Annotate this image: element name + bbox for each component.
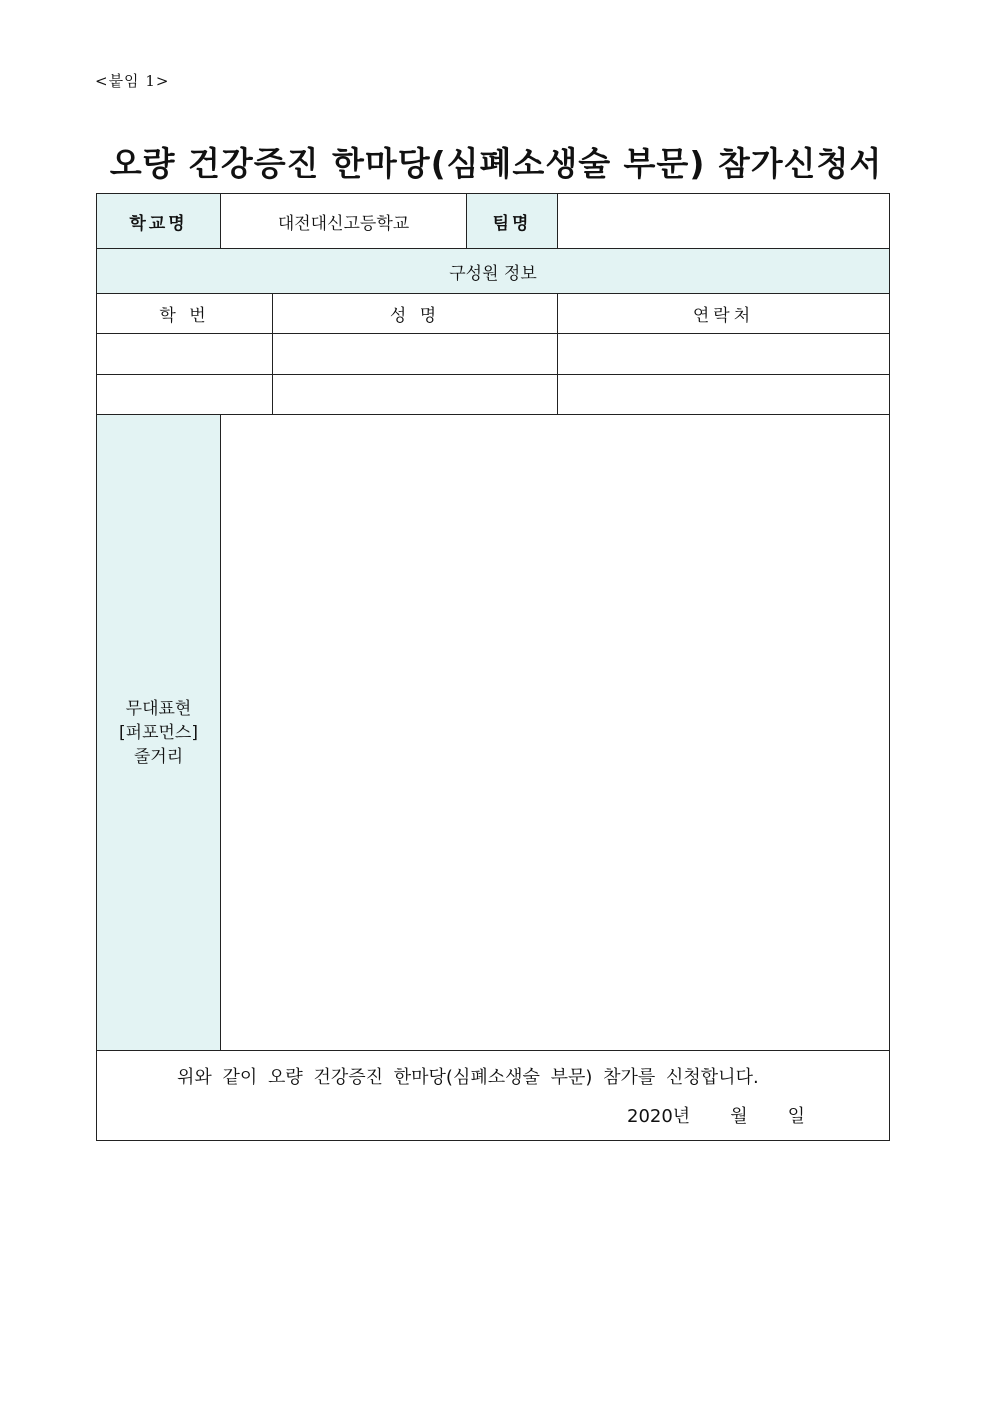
members-section-heading: 구성원 정보 xyxy=(97,249,890,294)
footer-cell xyxy=(97,1051,890,1141)
synopsis-row xyxy=(97,415,890,1051)
synopsis-label xyxy=(97,415,221,1051)
member-name-cell[interactable] xyxy=(273,375,558,415)
member-contact-cell[interactable] xyxy=(558,334,890,375)
application-form-table xyxy=(96,193,890,1141)
team-name-value[interactable] xyxy=(558,194,890,249)
application-statement: 위와 같이 오량 건강증진 한마당(심폐소생술 부문) 참가를 신청합니다. xyxy=(177,1067,759,1088)
members-section-row xyxy=(97,249,890,294)
attachment-note: <붙임 1> xyxy=(95,72,170,90)
date-day: 일 xyxy=(787,1106,805,1127)
synopsis-label-line: 무대표현 xyxy=(125,698,192,719)
school-name-value[interactable]: 대전대신고등학교 xyxy=(221,194,467,249)
date-year: 2020년 xyxy=(627,1106,691,1127)
synopsis-label-line: [퍼포먼스] xyxy=(119,722,198,743)
date-month: 월 xyxy=(730,1106,748,1127)
footer-row xyxy=(97,1051,890,1141)
contact-header: 연락처 xyxy=(558,294,890,334)
synopsis-content-area[interactable] xyxy=(221,415,890,1051)
name-header: 성 명 xyxy=(273,294,558,334)
member-student-id-cell[interactable] xyxy=(97,375,273,415)
member-row xyxy=(97,334,890,375)
member-row xyxy=(97,375,890,415)
document-title: 오량 건강증진 한마당(심폐소생술 부문) 참가신청서 xyxy=(109,144,883,183)
team-name-label: 팀명 xyxy=(467,194,558,249)
school-team-row xyxy=(97,194,890,249)
student-id-header: 학 번 xyxy=(97,294,273,334)
member-header-row xyxy=(97,294,890,334)
school-name-label: 학교명 xyxy=(97,194,221,249)
application-date xyxy=(627,1102,805,1128)
member-name-cell[interactable] xyxy=(273,334,558,375)
synopsis-label-line: 줄거리 xyxy=(133,746,184,767)
member-contact-cell[interactable] xyxy=(558,375,890,415)
member-student-id-cell[interactable] xyxy=(97,334,273,375)
